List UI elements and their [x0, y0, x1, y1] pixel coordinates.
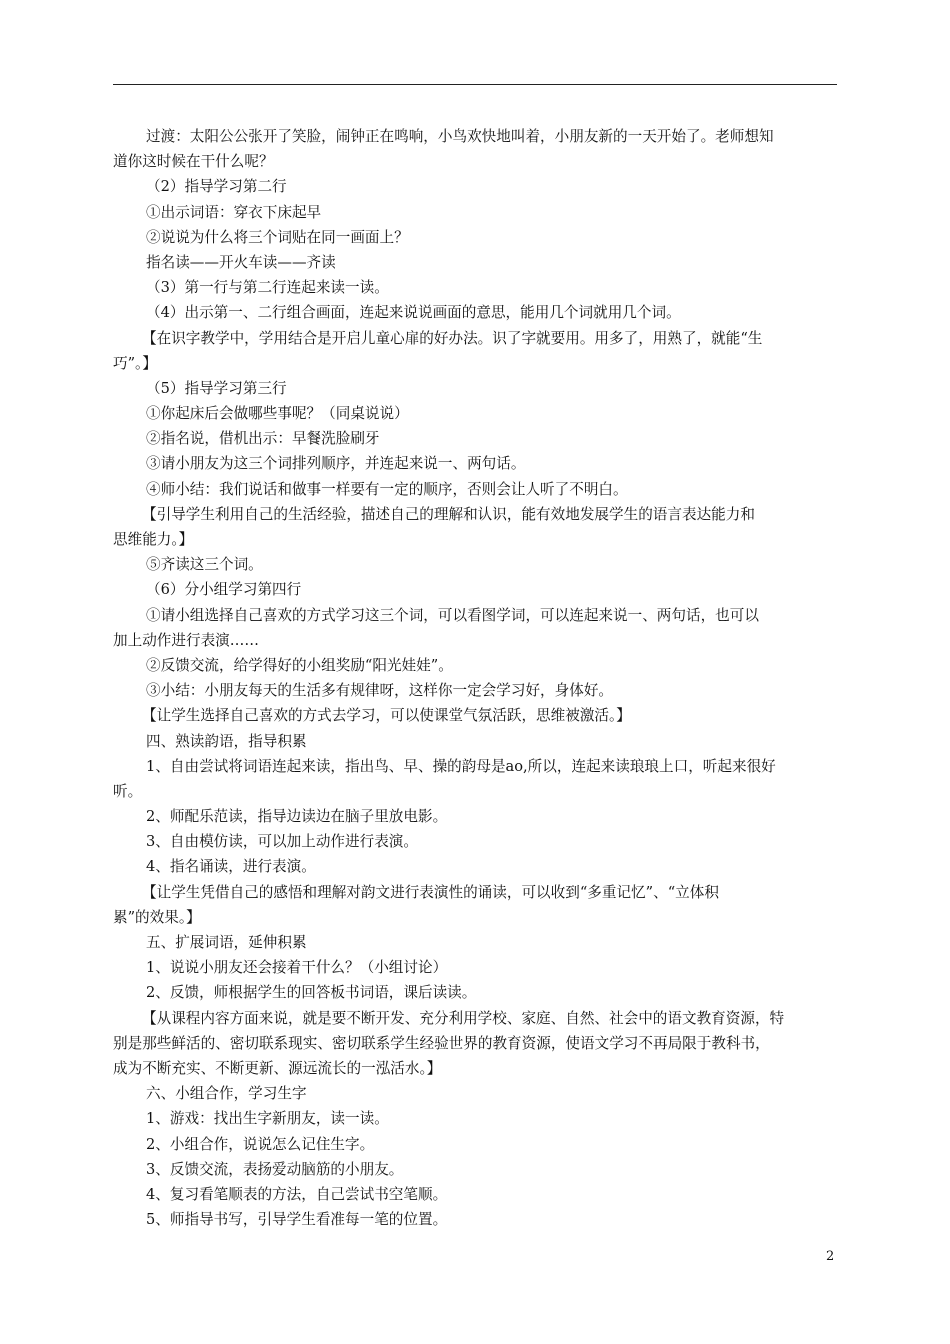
paragraph-line: （2）指导学习第二行: [146, 178, 287, 196]
paragraph-line: ①请小组选择自己喜欢的方式学习这三个词，可以看图学词，可以连起来说一、两句话，也可以: [146, 606, 759, 624]
commentary-line: 累”的效果。】: [113, 908, 201, 926]
paragraph-line: 加上动作进行表演……: [113, 631, 259, 649]
paragraph-line: ①你起床后会做哪些事呢？（同桌说说）: [146, 405, 409, 423]
paragraph-line: ③小结：小朋友每天的生活多有规律呀，这样你一定会学习好，身体好。: [146, 682, 614, 700]
section-heading: 四、熟读韵语，指导积累: [146, 732, 307, 750]
paragraph-line: （6）分小组学习第四行: [146, 581, 302, 599]
paragraph-line: 道你这时候在干什么呢？: [113, 153, 274, 171]
commentary-line: 思维能力。】: [113, 531, 194, 548]
paragraph-line: 1、游戏：找出生字新朋友，读一读。: [146, 1110, 389, 1128]
paragraph-line: ④师小结：我们说话和做事一样要有一定的顺序，否则会让人听了不明白。: [146, 480, 628, 498]
header-rule: [113, 84, 837, 85]
paragraph-line: ②说说为什么将三个词贴在同一画面上？: [146, 228, 409, 246]
commentary-line: 【从课程内容方面来说，就是要不断开发、充分利用学校、家庭、自然、社会中的语文教育资源，特: [142, 1009, 785, 1027]
commentary-line: 别是那些鲜活的、密切联系现实、密切联系学生经验世界的教育资源，使语文学习不再局限于教科书，: [113, 1034, 770, 1052]
section-heading: 六、小组合作，学习生字: [146, 1085, 307, 1103]
paragraph-line: 听。: [113, 782, 143, 800]
paragraph-line: 过渡：太阳公公张开了笑脸，闹钟正在鸣响，小鸟欢快地叫着，小朋友新的一天开始了。老师想知: [146, 128, 774, 145]
commentary-line: 【在识字教学中，学用结合是开启儿童心扉的好办法。识了字就要用。用多了，用熟了，就能“生: [142, 329, 763, 347]
document-body: [113, 124, 840, 1232]
paragraph-line: 3、反馈交流，表扬爱动脑筋的小朋友。: [146, 1160, 404, 1178]
paragraph-line: 4、指名诵读，进行表演。: [146, 858, 316, 876]
paragraph-line: ①出示词语：穿衣下床起早: [146, 203, 322, 221]
paragraph-line: 1、说说小朋友还会接着干什么？（小组讨论）: [146, 959, 448, 977]
paragraph-line: ⑤齐读这三个词。: [146, 556, 263, 574]
paragraph-line: 5、师指导书写，引导学生看准每一笔的位置。: [146, 1211, 448, 1229]
paragraph-line: （4）出示第一、二行组合画面，连起来说说画面的意思，能用几个词就用几个词。: [146, 304, 681, 322]
paragraph-line: 2、师配乐范读，指导边读边在脑子里放电影。: [146, 808, 448, 826]
paragraph-line: 3、自由模仿读，可以加上动作进行表演。: [146, 833, 418, 851]
paragraph-line: 1、自由尝试将词语连起来读，指出鸟、早、操的韵母是ao,所以，连起来读琅琅上口，听起来很好: [146, 757, 776, 775]
paragraph-line: ②指名说，借机出示：早餐洗脸刷牙: [146, 430, 380, 448]
paragraph-line: （3）第一行与第二行连起来读一读。: [146, 279, 389, 297]
paragraph-line: ②反馈交流，给学得好的小组奖励“阳光娃娃”。: [146, 656, 453, 674]
commentary-line: 巧”。】: [113, 354, 157, 372]
section-heading: 五、扩展词语，延伸积累: [146, 934, 307, 951]
paragraph-line: ③请小朋友为这三个词排列顺序，并连起来说一、两句话。: [146, 455, 526, 473]
paragraph-line: （5）指导学习第三行: [146, 379, 287, 397]
commentary-line: 【让学生凭借自己的感悟和理解对韵文进行表演性的诵读，可以收到“多重记忆”、“立体积: [142, 883, 719, 901]
paragraph-line: 指名读——开火车读——齐读: [146, 253, 336, 271]
paragraph-line: 2、小组合作，说说怎么记住生字。: [146, 1135, 375, 1153]
commentary-line: 【让学生选择自己喜欢的方式去学习，可以使课堂气氛活跃，思维被激活。】: [142, 707, 631, 725]
paragraph-line: 4、复习看笔顺表的方法，自己尝试书空笔顺。: [146, 1185, 448, 1203]
commentary-line: 【引导学生利用自己的生活经验，描述自己的理解和认识，能有效地发展学生的语言表达能力和: [142, 505, 755, 523]
page-number: 2: [826, 1249, 835, 1264]
commentary-line: 成为不断充实、不断更新、源远流长的一泓活水。】: [113, 1059, 442, 1077]
paragraph-line: 2、反馈，师根据学生的回答板书词语，课后读读。: [146, 984, 477, 1002]
